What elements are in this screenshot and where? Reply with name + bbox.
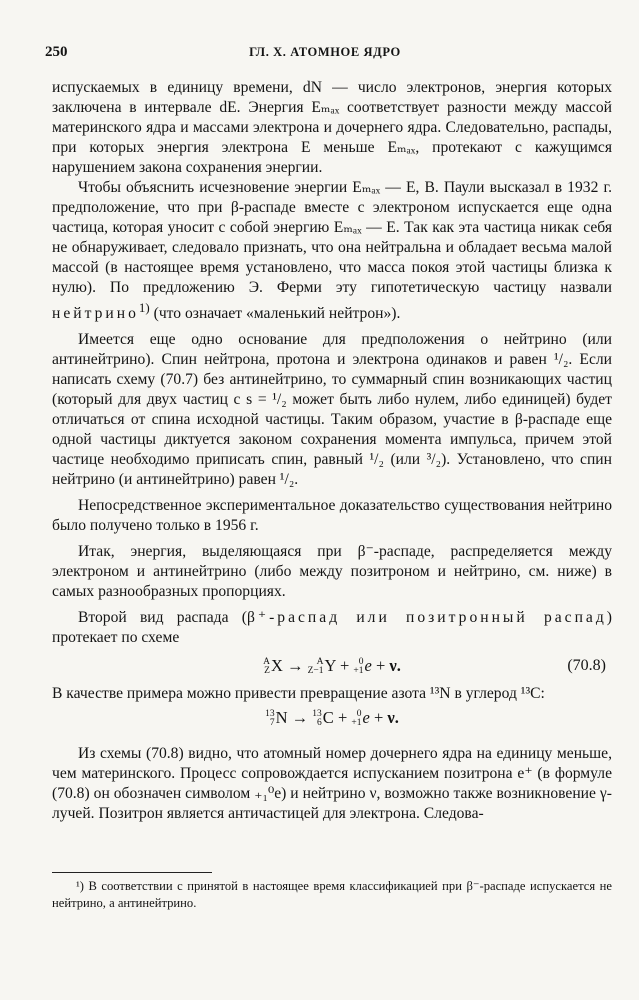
paragraph-3: Имеется еще одно основание для предположения о нейтрино (или антинейтрино). Спин нейтрона, протона и электрона одинаков и равен ¹/₂. Если написать схему (70.7) без антинейтрино, то суммарный спин возникающих частиц (который для двух частиц с s = ¹/₂ может быть либо нулем, либо единицей) будет отличаться от спина исходной частицы. Таким образом, участие в β-распаде еще одной частицы диктуется законом сохранения момента импульса, причем этой частице необходимо приписать спин, равный ¹/₂ (или ³/₂). Установлено, что спин нейтрино (и антинейтрино) равен ¹/₂. <box>52 331 612 489</box>
paragraph-2-tail: (что означает «маленький нейтрон»). <box>149 305 401 323</box>
paragraph-2 <box>52 178 612 324</box>
paragraph-6 <box>52 608 612 648</box>
equation-number: (70.8) <box>567 657 606 675</box>
footnote: ¹) В соответствии с принятой в настоящее время классификацией при β⁻-распаде испускается не нейтрино, а антинейтрино. <box>52 879 612 910</box>
paragraph-5: Итак, энергия, выделяющаяся при β⁻-распаде, распределяется между электроном и антинейтрино (либо между позитроном и нейтрино, см. ниже) в самых разнообразных пропорциях. <box>52 543 612 601</box>
paragraph-7: В качестве примера можно привести превращение азота ¹³N в углерод ¹³C: <box>52 685 545 703</box>
footnote-ref: 1) <box>138 300 150 315</box>
formula-nitrogen-expression: 13 7 N → 13 6 C + 0 +1 e + ν. <box>265 708 399 729</box>
formula-70-8-expression: A Z X → A Z−1 Y + 0 +1 e + ν. <box>263 656 401 677</box>
paragraph-6-text: Второй вид распада ( <box>78 609 247 627</box>
formula-nitrogen-decay <box>52 706 612 734</box>
running-title: ГЛ. X. АТОМНОЕ ЯДРО <box>249 45 401 59</box>
paragraph-2-text: Чтобы объяснить исчезновение энергии Eₘₐₓ — E, В. Паули высказал в 1932 г. предположение, что при β-распаде вместе с электроном испускается еще одна частица, которая уносит с собой энергию Eₘₐₓ — E. Так как эта частица никак себя не обнаруживает, следовало признать, что она нейтральна и обладает весьма малой массой (в настоящее время установлено, что масса покоя этой частицы близка к нулю). По предложению Э. Ферми эту гипотетическую частицу назвали <box>52 179 612 296</box>
neutrino-term: нейтрино <box>52 305 139 323</box>
formula-70-8 <box>52 652 612 682</box>
paragraph-8: Из схемы (70.8) видно, что атомный номер дочернего ядра на единицу меньше, чем материнского. Процесс сопровождается испусканием позитрона e⁺ (в формуле (70.8) он обозначен символом ₊₁⁰e) и нейтрино ν, возможно также возникновение γ-лучей. Позитрон является античастицей для электрона. Следова- <box>52 745 612 823</box>
positron-decay-term: β⁺-распад или позитронный распад <box>246 609 607 627</box>
paragraph-4: Непосредственное экспериментальное доказательство существования нейтрино было получено только в 1956 г. <box>52 497 612 535</box>
paragraph-6-tail: ) протекает по схеме <box>52 609 612 647</box>
paragraph-1: испускаемых в единицу времени, dN — число электронов, энергия которых заключена в интервале dE. Энергия Eₘₐₓ соответствует разности между массой материнского ядра и массами электрона и дочернего ядра. Следовательно, распады, при которых энергия электрона E меньше Eₘₐₓ, протекают с кажущимся нарушением закона сохранения энергии. <box>52 79 612 176</box>
body-text <box>52 78 612 824</box>
footnote-rule <box>52 872 212 873</box>
page-number: 250 <box>45 44 68 60</box>
page-header <box>45 44 605 66</box>
